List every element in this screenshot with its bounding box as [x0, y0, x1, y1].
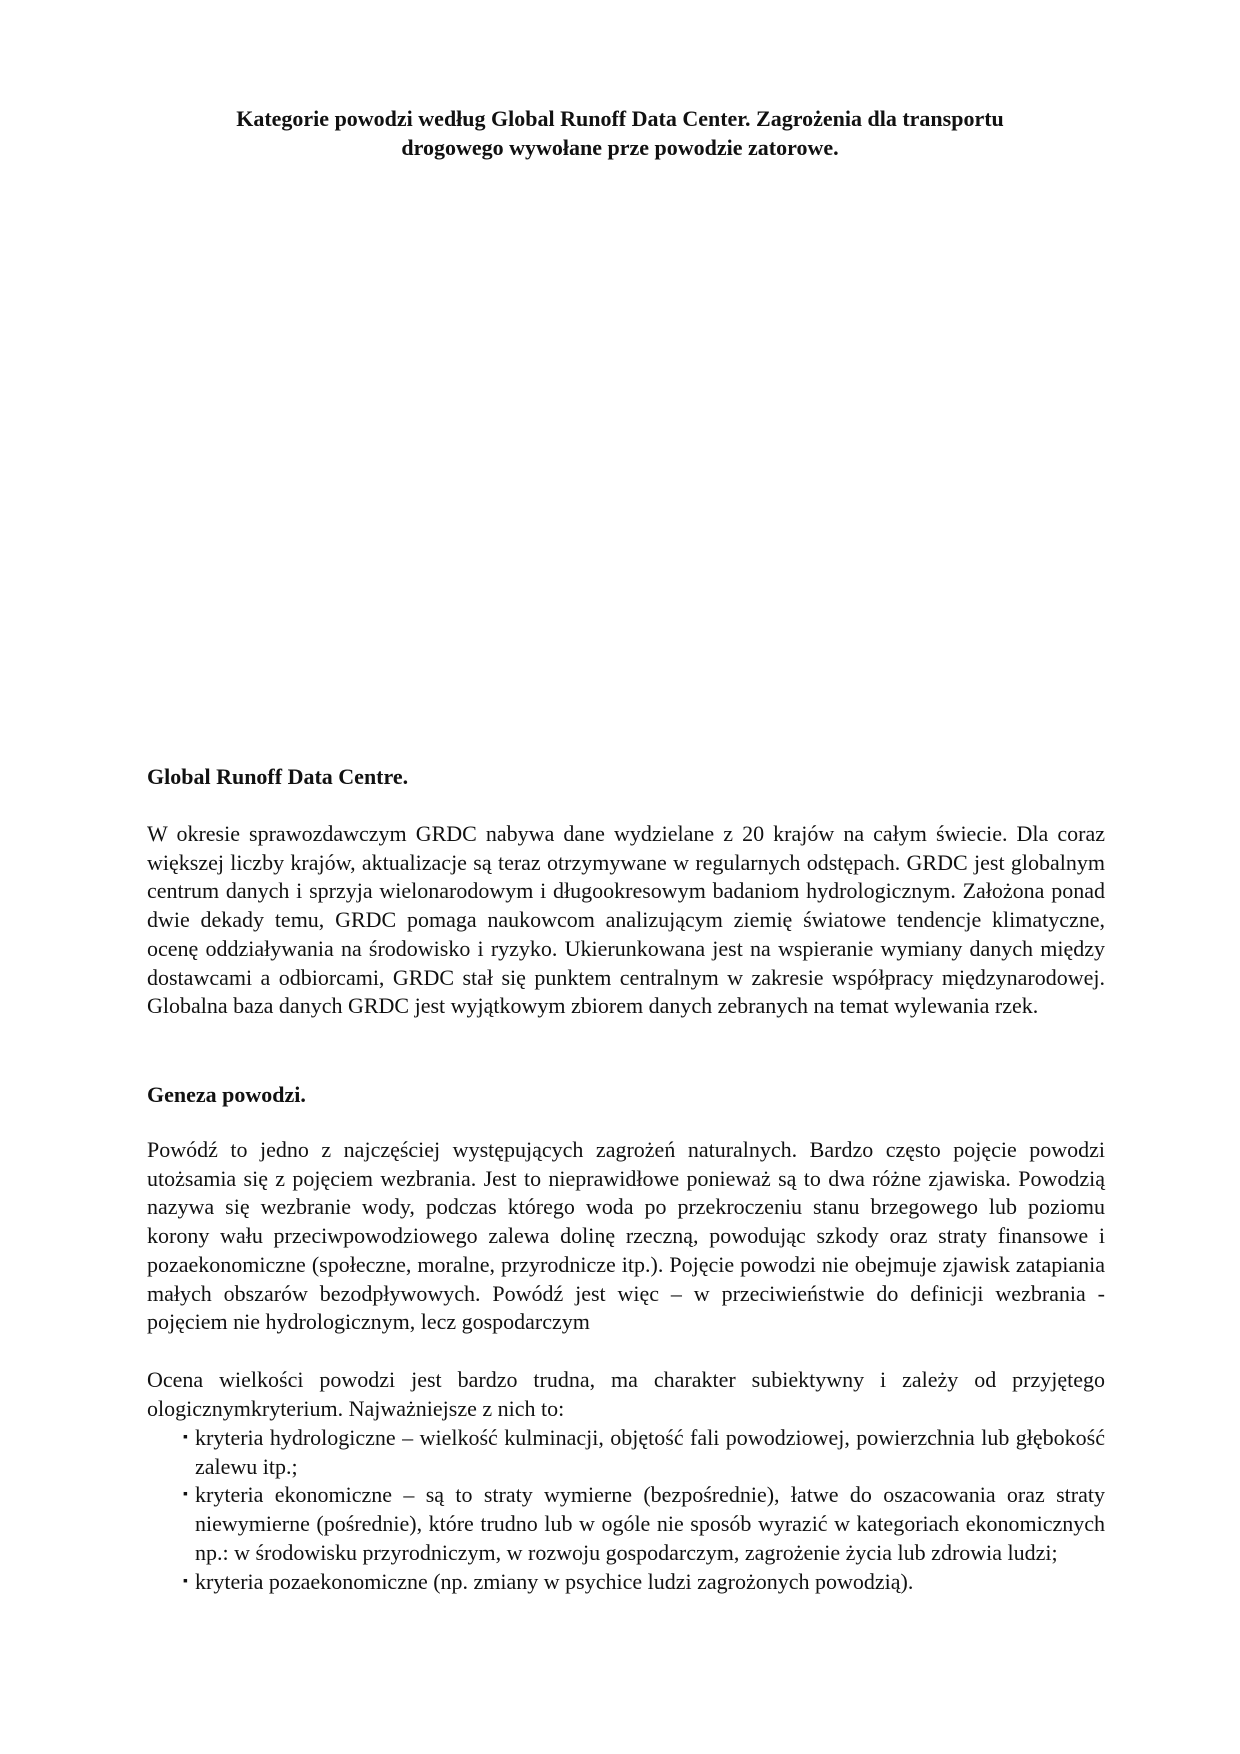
list-item	[147, 1568, 1105, 1597]
list-item-text: kryteria pozaekonomiczne (np. zmiany w psychice ludzi zagrożonych powodzią).	[195, 1568, 914, 1594]
document-title	[180, 104, 1060, 162]
flood-assessment-paragraph: Ocena wielkości powodzi jest bardzo trudna, ma charakter subiektywny i zależy od przyjętego ologicznymkryterium. Najważniejsze z nich to:	[147, 1367, 1105, 1421]
document-title-line-1: Kategorie powodzi według Global Runoff Data Center. Zagrożenia dla transportu	[236, 106, 1004, 131]
list-item-text: kryteria hydrologiczne – wielkość kulminacji, objętość fali powodziowej, powierzchnia lub głębokość zalewu itp.;	[195, 1425, 1105, 1479]
document-title-line-2: drogowego wywołane prze powodzie zatorowe.	[401, 135, 839, 160]
list-item	[147, 1481, 1105, 1567]
bullet-square-icon: ▪	[183, 1487, 188, 1503]
grdc-paragraph: W okresie sprawozdawczym GRDC nabywa dane wydzielane z 20 krajów na całym świecie. Dla coraz większej liczby krajów, aktualizacje są teraz otrzymywane w regularnych odstępach. GRDC jest globalnym centrum danych i sprzyja wielonarodowym i długookresowym badaniom hydrologicznym. Założona ponad dwie dekady temu, GRDC pomaga naukowcom analizującym ziemię światowe tendencje klimatyczne, ocenę oddziaływania na środowisko i ryzyko. Ukierunkowana jest na wspieranie wymiany danych między dostawcami a odbiorcami, GRDC stał się punktem centralnym w zakresie współpracy międzynarodowej. Globalna baza danych GRDC jest wyjątkowym zbiorem danych zebranych na temat wylewania rzek.	[147, 821, 1105, 1019]
list-item	[147, 1424, 1105, 1481]
flood-origin-paragraph: Powódź to jedno z najczęściej występujących zagrożeń naturalnych. Bardzo często pojęcie powodzi utożsamia się z pojęciem wezbrania. Jest to nieprawidłowe ponieważ są to dwa różne zjawiska. Powodzią nazywa się wezbranie wody, podczas którego woda po przekroczeniu stanu brzegowego lub poziomu korony wału przeciwpowodziowego zalewa dolinę rzeczną, powodując szkody oraz straty finansowe i pozaekonomiczne (społeczne, moralne, przyrodnicze itp.). Pojęcie powodzi nie obejmuje zjawisk zatapiania małych obszarów bezodpływowych. Powódź jest więc – w przeciwieństwie do definicji wezbrania - pojęciem nie hydrologicznym, lecz gospodarczym	[147, 1137, 1105, 1335]
criteria-list	[147, 1424, 1105, 1596]
list-item-text: kryteria ekonomiczne – są to straty wymierne (bezpośrednie), łatwe do oszacowania oraz straty niewymierne (pośrednie), które trudno lub w ogóle nie sposób wyrazić w kategoriach ekonomicznych np.: w środowisku przyrodniczym, w rozwoju gospodarczym, zagrożenie życia lub zdrowia ludzi;	[195, 1482, 1105, 1565]
section-heading-grdc: Global Runoff Data Centre.	[147, 764, 409, 789]
section-heading-flood-origin: Geneza powodzi.	[147, 1082, 306, 1107]
bullet-square-icon: ▪	[183, 1573, 188, 1589]
bullet-square-icon: ▪	[183, 1430, 188, 1445]
